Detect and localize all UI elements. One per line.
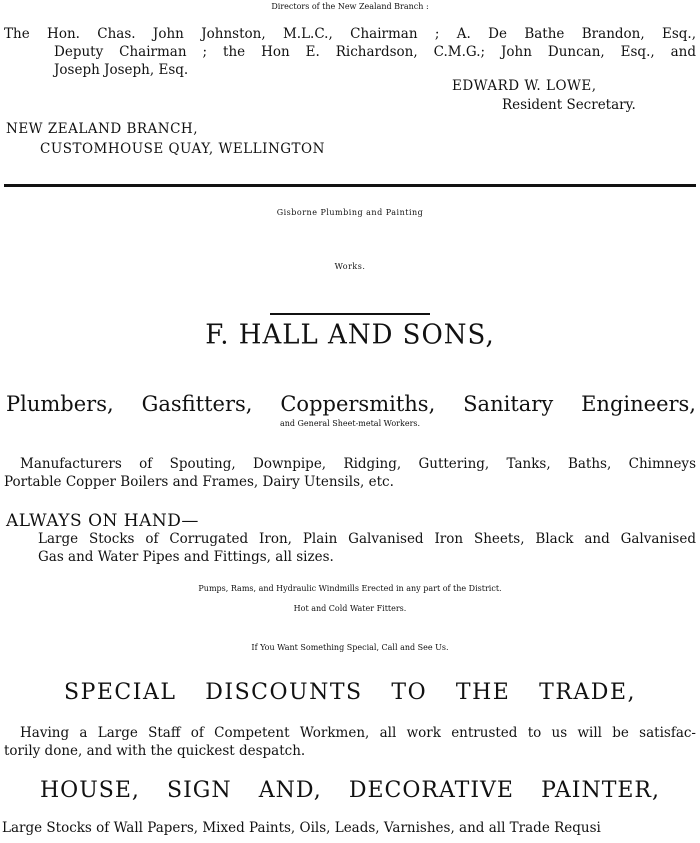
- trades-line-1: Plumbers, Gasfitters, Coppersmiths, Sanitary Engineers,: [6, 392, 696, 416]
- directors-line-2: Deputy Chairman ; the Hon E. Richardson, C.M.G.; John Duncan, Esq., and: [54, 44, 696, 60]
- ad-title-line-2: Works.: [334, 262, 366, 271]
- staff-line-2: torily done, and with the quickest despatch.: [4, 743, 306, 759]
- branch-line-1: NEW ZEALAND BRANCH,: [6, 121, 199, 137]
- firm-name: F. HALL AND SONS,: [205, 319, 495, 351]
- directors-line-1: The Hon. Chas. John Johnston, M.L.C., Chairman ; A. De Bathe Brandon, Esq.,: [4, 26, 696, 42]
- always-on-hand: ALWAYS ON HAND—: [6, 511, 199, 531]
- pumps-line-1: Pumps, Rams, and Hydraulic Windmills Erected in any part of the District.: [198, 584, 502, 593]
- title-underline: [270, 313, 430, 315]
- stock-line-1: Large Stocks of Corrugated Iron, Plain Galvanised Iron Sheets, Black and Galvanised: [38, 531, 696, 547]
- branch-line-2: CUSTOMHOUSE QUAY, WELLINGTON: [40, 141, 325, 157]
- manufacturers-line-1: Manufacturers of Spouting, Downpipe, Ridging, Guttering, Tanks, Baths, Chimneys: [20, 456, 696, 472]
- special-discounts: SPECIAL DISCOUNTS TO THE TRADE,: [64, 680, 636, 705]
- column-rule: [4, 184, 696, 187]
- directors-line-3: Joseph Joseph, Esq.: [54, 62, 189, 78]
- ad-title-line-1: Gisborne Plumbing and Painting: [276, 208, 424, 217]
- stock-line-2: Gas and Water Pipes and Fittings, all sizes.: [38, 549, 334, 565]
- special-call: If You Want Something Special, Call and See Us.: [251, 643, 449, 652]
- pumps-line-2: Hot and Cold Water Fitters.: [293, 604, 407, 613]
- directors-heading: Directors of the New Zealand Branch :: [271, 2, 429, 11]
- trades-line-2: and General Sheet-metal Workers.: [279, 419, 421, 428]
- painter-heading: HOUSE, SIGN AND, DECORATIVE PAINTER,: [40, 778, 660, 803]
- secretary-name: EDWARD W. LOWE,: [452, 78, 597, 94]
- wall-papers-line: Large Stocks of Wall Papers, Mixed Paints, Oils, Leads, Varnishes, and all Trade Requsi: [2, 820, 601, 836]
- secretary-title: Resident Secretary.: [502, 97, 636, 113]
- staff-line-1: Having a Large Staff of Competent Workmen, all work entrusted to us will be satisfac-: [20, 725, 696, 741]
- manufacturers-line-2: Portable Copper Boilers and Frames, Dairy Utensils, etc.: [4, 474, 394, 490]
